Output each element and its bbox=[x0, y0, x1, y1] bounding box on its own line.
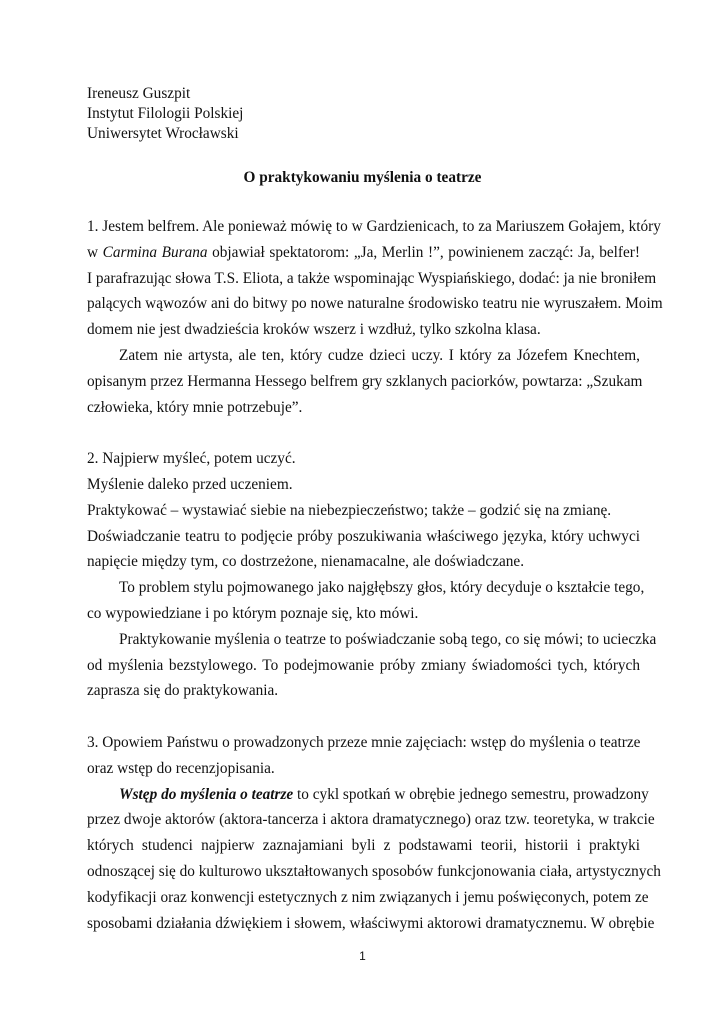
paragraph-line: domem nie jest dwadzieścia kroków wszerz i wzdłuż, tylko szkolna klasa. bbox=[87, 321, 541, 339]
work-title: Carmina Burana bbox=[102, 243, 208, 261]
paragraph-line: 3. Opowiem Państwu o prowadzonych przeze mnie zajęciach: wstęp do myślenia o teatrze bbox=[87, 733, 641, 751]
paragraph-line: zaprasza się do praktykowania. bbox=[87, 682, 279, 700]
paragraph-line: sposobami działania dźwiękiem i słowem, właściwymi aktorowi dramatycznemu. W obrębie bbox=[87, 914, 655, 932]
paragraph-line: od myślenia bezstylowego. To podejmowanie próby zmiany świadomości tych, których bbox=[87, 656, 640, 674]
paragraph-line: których studenci najpierw zaznajamiani byli z podstawami teorii, historii i praktyki bbox=[87, 837, 640, 855]
paragraph-line: człowieka, który mnie potrzebuje”. bbox=[87, 398, 303, 416]
paragraph-line: przez dwoje aktorów (aktora-tancerza i aktora dramatycznego) oraz tzw. teoretyka, w trakcie bbox=[87, 811, 655, 829]
paragraph-line: palących wąwozów ani do bitwy po nowe naturalne środowisko teatru nie wyruszałem. Moim bbox=[87, 295, 663, 313]
paragraph-gap bbox=[87, 704, 640, 730]
course-title: Wstęp do myślenia o teatrze bbox=[119, 785, 294, 803]
author-institute: Instytut Filologii Polskiej bbox=[87, 105, 244, 122]
paragraph-line: Wstęp do myślenia o teatrze to cykl spotkań w obrębie jednego semestru, prowadzony bbox=[119, 785, 649, 803]
paragraph-line: 2. Najpierw myśleć, potem uczyć. bbox=[87, 450, 296, 468]
document-title: O praktykowaniu myślenia o teatrze bbox=[243, 169, 482, 186]
paragraph-line: I parafrazując słowa T.S. Eliota, a także wspominając Wyspiańskiego, dodać: ja nie broniłem bbox=[87, 269, 657, 287]
paragraph-line: w Carmina Burana objawiał spektatorom: „Ja, Merlin !”, powinienem zacząć: Ja, belfer! bbox=[87, 243, 640, 261]
paragraph-line: To problem stylu pojmowanego jako najgłębszy głos, który decyduje o kształcie tego, bbox=[119, 579, 645, 597]
document-body bbox=[87, 214, 663, 936]
author-block bbox=[87, 84, 243, 144]
paragraph-line: co wypowiedziane i po którym poznaje się, kto mówi. bbox=[87, 604, 419, 622]
author-university: Uniwersytet Wrocławski bbox=[87, 125, 239, 142]
paragraph-line: Praktykować – wystawiać siebie na niebezpieczeństwo; także – godzić się na zmianę. bbox=[87, 501, 612, 519]
paragraph-line: 1. Jestem belfrem. Ale ponieważ mówię to w Gardzienicach, to za Mariuszem Gołajem, który bbox=[87, 218, 661, 235]
paragraph-line: kodyfikacji oraz konwencji estetycznych z nim związanych i jemu poświęconych, potem ze bbox=[87, 888, 649, 906]
author-name: Ireneusz Guszpit bbox=[87, 85, 191, 102]
paragraph-line: opisanym przez Hermanna Hessego belfrem gry szklanych paciorków, powtarza: „Szukam bbox=[87, 372, 643, 390]
page-number: 1 bbox=[359, 949, 366, 963]
paragraph-line: Myślenie daleko przed uczeniem. bbox=[87, 475, 293, 493]
paragraph-line: oraz wstęp do recenzjopisania. bbox=[87, 759, 275, 777]
paragraph-line: Praktykowanie myślenia o teatrze to poświadczanie sobą tego, co się mówi; to ucieczka bbox=[119, 630, 657, 648]
paragraph-line: Doświadczanie teatru to podjęcie próby poszukiwania właściwego języka, który uchwyci bbox=[87, 527, 640, 545]
paragraph-line: Zatem nie artysta, ale ten, który cudze dzieci uczy. I który za Józefem Knechtem, bbox=[119, 346, 640, 364]
paragraph-line: odnoszącej się do kulturowo ukształtowanych sposobów funkcjonowania ciała, artystycznych bbox=[87, 862, 661, 880]
paragraph-gap bbox=[87, 420, 640, 446]
paragraph-line: napięcie między tym, co dostrzeżone, nienamacalne, ale doświadczane. bbox=[87, 553, 525, 571]
